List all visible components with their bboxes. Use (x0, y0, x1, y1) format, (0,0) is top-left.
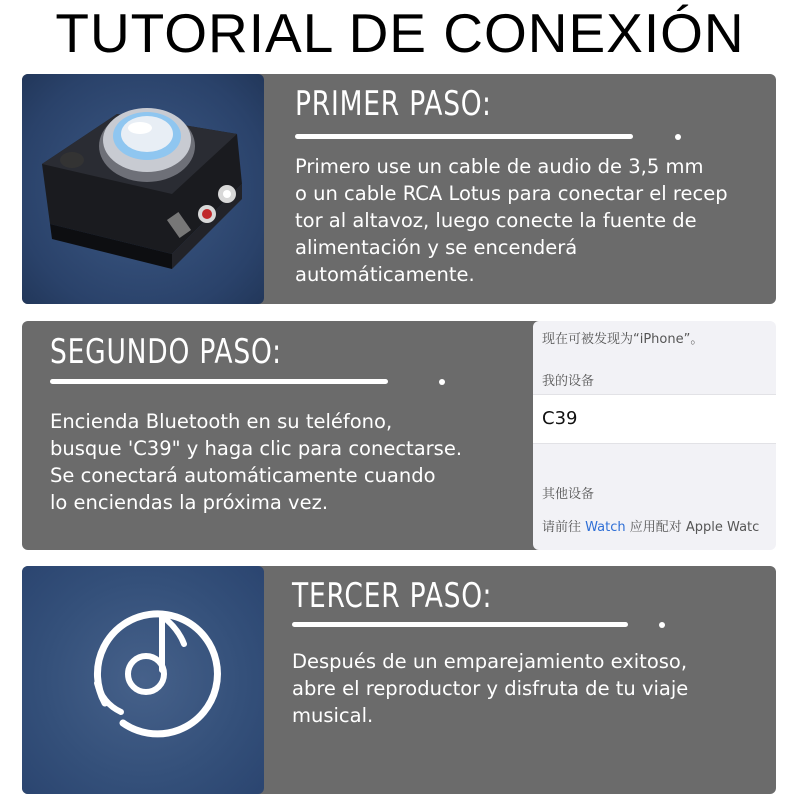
discoverable-text: 现在可被发现为“iPhone”。 (542, 332, 704, 347)
bluetooth-receiver-icon (22, 74, 264, 304)
device-row-c39[interactable] (533, 394, 776, 444)
step-2-dot (439, 379, 445, 385)
step-1-title: PRIMER PASO: (295, 84, 492, 124)
step-2-underline (50, 379, 388, 384)
music-note-icon (22, 566, 264, 794)
bluetooth-settings-screenshot (533, 321, 776, 550)
step-3-underline (292, 622, 628, 627)
watch-link[interactable]: Watch (585, 520, 626, 535)
other-devices-header: 其他设备 (542, 487, 595, 502)
page-title: TUTORIAL DE CONEXIÓN (55, 2, 745, 64)
receiver-device-image (22, 74, 264, 304)
step-2-title: SEGUNDO PASO: (50, 332, 282, 372)
step-1-description: Primero use un cable de audio de 3,5 mm o un cable RCA Lotus para conectar el recep tor al altavoz, luego conecte la fuente de alimentación y se encenderá automáticamente. (295, 155, 728, 286)
step-3-dot (659, 622, 665, 628)
step-3-description: Después de un emparejamiento exitoso, abre el reproductor y disfruta de tu viaje musical. (292, 650, 689, 727)
my-devices-header: 我的设备 (542, 374, 595, 389)
step-2-description: Encienda Bluetooth en su teléfono, busque 'C39" y haga clic para conectarse. Se conectará automáticamente cuando lo enciendas la próxima vez. (50, 410, 463, 514)
device-name: C39 (542, 408, 578, 429)
step-1-underline (295, 134, 633, 139)
step-3-title: TERCER PASO: (292, 576, 493, 616)
watch-hint: 请前往 Watch 应用配对 Apple Watc (542, 520, 760, 535)
step-1-dot (675, 134, 681, 140)
music-icon-tile (22, 566, 264, 794)
